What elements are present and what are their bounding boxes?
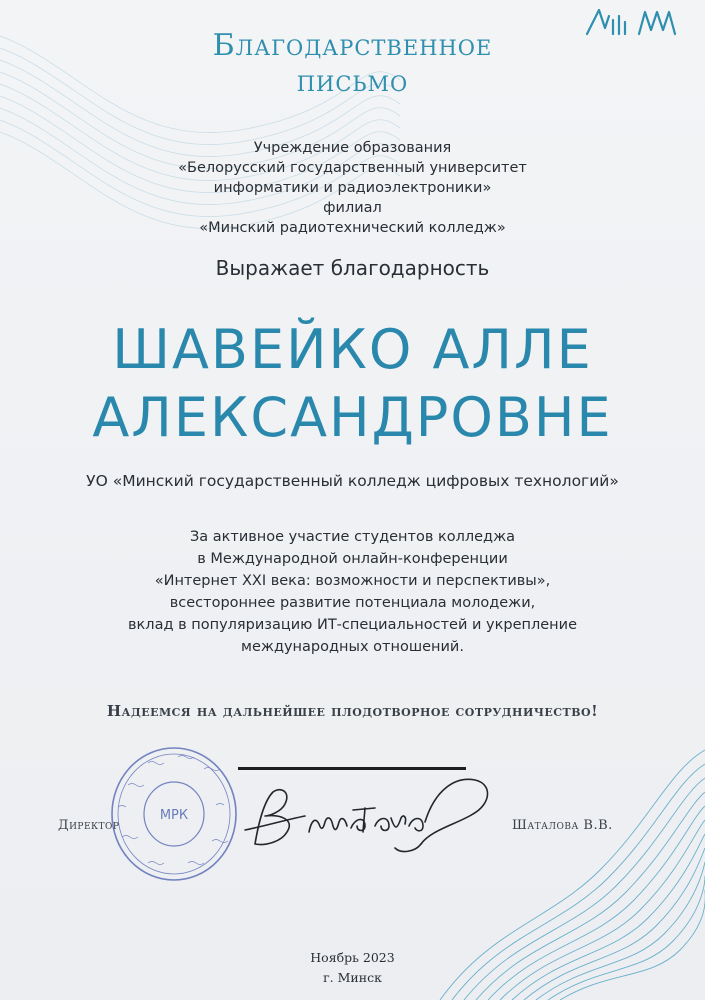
footer-date: Ноябрь 2023 bbox=[310, 950, 395, 965]
institution-line: «Белорусский государственный университет bbox=[178, 160, 527, 176]
handwritten-signature bbox=[225, 770, 505, 862]
footer-date-place bbox=[0, 948, 705, 988]
reason-line: «Интернет XXI века: возможности и перспективы», bbox=[154, 573, 551, 589]
reason-line: всестороннее развитие потенциала молодежи, bbox=[169, 595, 536, 611]
reason-line: вклад в популяризацию ИТ-специальностей и укрепление bbox=[128, 617, 577, 633]
signatory-name: Шаталова В.В. bbox=[512, 818, 613, 833]
recipient-organization: УО «Минский государственный колледж цифровых технологий» bbox=[86, 472, 619, 490]
recipient-line-1: ШАВЕЙКО АЛЛЕ bbox=[112, 318, 593, 381]
reason-line: За активное участие студентов колледжа bbox=[189, 529, 516, 545]
document-title bbox=[0, 28, 705, 100]
institution-line: «Минский радиотехнический колледж» bbox=[199, 220, 506, 236]
footer-city: г. Минск bbox=[323, 970, 382, 985]
title-line-1: Благодарственное bbox=[212, 28, 493, 63]
expresses-gratitude: Выражает благодарность bbox=[215, 256, 490, 280]
institution-line: информатики и радиоэлектроники» bbox=[213, 180, 492, 196]
closing-statement: Надеемся на дальнейшее плодотворное сотрудничество! bbox=[106, 702, 599, 720]
stamp-center-text: МРК bbox=[159, 808, 189, 823]
institution-block bbox=[0, 138, 705, 238]
institution-line: Учреждение образования bbox=[253, 140, 452, 156]
recipient-line-2: АЛЕКСАНДРОВНЕ bbox=[92, 386, 613, 449]
institution-line: филиал bbox=[323, 200, 382, 216]
reason-block bbox=[0, 526, 705, 658]
title-line-2: письмо bbox=[296, 64, 409, 99]
reason-line: в Международной онлайн-конференции bbox=[197, 551, 508, 567]
recipient-name bbox=[0, 316, 705, 452]
signatory-position: Директор bbox=[58, 818, 120, 833]
official-stamp bbox=[108, 745, 240, 883]
reason-line: международных отношений. bbox=[241, 639, 464, 655]
